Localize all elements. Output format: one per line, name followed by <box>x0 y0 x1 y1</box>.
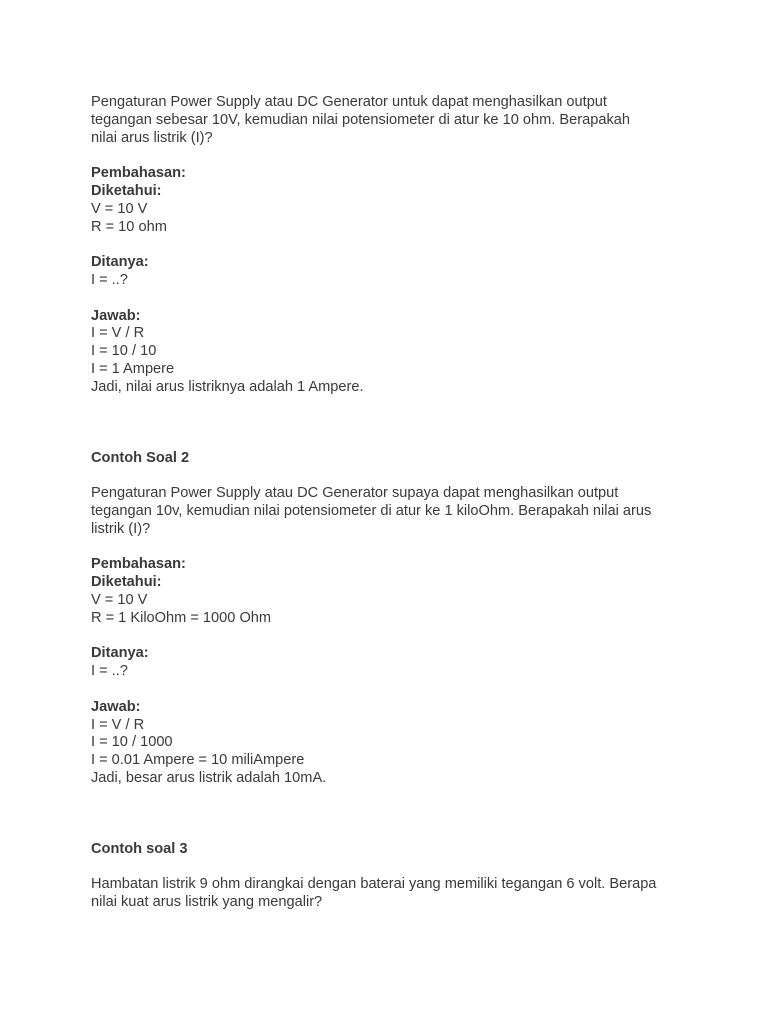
problem-2-question <box>91 485 708 538</box>
answer-line: I = V / R <box>91 325 145 342</box>
ditanya-label: Ditanya: <box>91 645 149 662</box>
question-line: Pengaturan Power Supply atau DC Generator supaya dapat menghasilkan output <box>91 485 619 502</box>
problem-2-heading-block <box>91 450 708 468</box>
problem-1-solution <box>91 165 708 236</box>
problem-1-question <box>91 94 708 147</box>
pembahasan-label: Pembahasan: <box>91 556 186 573</box>
problem-1-answer <box>91 308 708 397</box>
answer-line: I = 10 / 10 <box>91 343 157 360</box>
problem-3-heading: Contoh soal 3 <box>91 840 188 857</box>
question-line: Pengaturan Power Supply atau DC Generator untuk dapat menghasilkan output <box>91 94 607 110</box>
question-line: tegangan 10v, kemudian nilai potensiometer di atur ke 1 kiloOhm. Berapakah nilai arus <box>91 502 652 519</box>
answer-line: I = 1 Ampere <box>91 360 175 377</box>
problem-2-asked <box>91 645 708 681</box>
diketahui-label: Diketahui: <box>91 182 162 199</box>
problem-3-heading-block <box>91 841 708 859</box>
problem-3-question <box>91 876 708 912</box>
answer-line: Jadi, nilai arus listriknya adalah 1 Ampere. <box>91 378 364 395</box>
ditanya-label: Ditanya: <box>91 254 149 271</box>
asked-line: I = ..? <box>91 271 128 288</box>
problem-2-answer <box>91 699 708 788</box>
known-line: V = 10 V <box>91 591 148 608</box>
question-line: nilai arus listrik (I)? <box>91 129 213 146</box>
problem-2-solution <box>91 556 708 627</box>
diketahui-label: Diketahui: <box>91 574 162 591</box>
question-line: Hambatan listrik 9 ohm dirangkai dengan baterai yang memiliki tegangan 6 volt. Berapa <box>91 876 657 893</box>
problem-2-heading: Contoh Soal 2 <box>91 449 190 466</box>
known-line: R = 10 ohm <box>91 218 167 235</box>
question-line: listrik (I)? <box>91 520 151 537</box>
known-line: R = 1 KiloOhm = 1000 Ohm <box>91 609 272 626</box>
question-line: nilai kuat arus listrik yang mengalir? <box>91 894 323 911</box>
pembahasan-label: Pembahasan: <box>91 165 186 182</box>
answer-line: Jadi, besar arus listrik adalah 10mA. <box>91 769 327 786</box>
answer-line: I = V / R <box>91 716 145 733</box>
question-line: tegangan sebesar 10V, kemudian nilai potensiometer di atur ke 10 ohm. Berapakah <box>91 111 630 128</box>
jawab-label: Jawab: <box>91 698 141 715</box>
problem-1-asked <box>91 254 708 290</box>
known-line: V = 10 V <box>91 200 148 217</box>
answer-line: I = 0.01 Ampere = 10 miliAmpere <box>91 752 305 769</box>
answer-line: I = 10 / 1000 <box>91 734 173 751</box>
jawab-label: Jawab: <box>91 307 141 324</box>
asked-line: I = ..? <box>91 663 128 680</box>
